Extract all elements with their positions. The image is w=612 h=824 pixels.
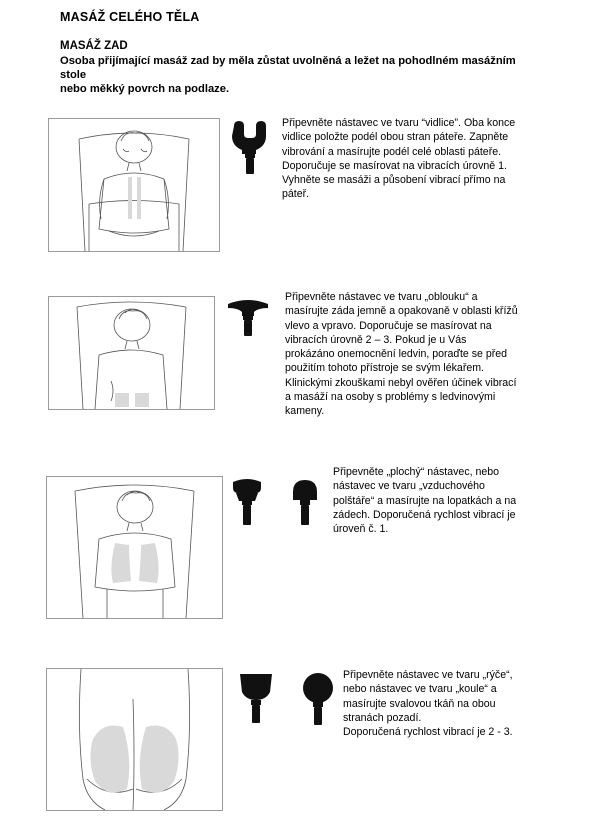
text-line: kameny. bbox=[285, 405, 325, 418]
arc-attachment-icon bbox=[226, 298, 270, 338]
text-line: nástavec ve tvaru „vzduchového bbox=[333, 480, 485, 493]
text-line: stranách pozadí. bbox=[343, 711, 422, 724]
text-line: použitím tohoto přístroje se svým lékařem. bbox=[285, 362, 485, 375]
text-line: polštáře“ a masírujte na lopatkách a na bbox=[333, 494, 517, 507]
text-line: a masáží na osoby s problémy s ledvinovými bbox=[285, 391, 496, 404]
text-line: Vyhněte se masáži a působení vibrací přímo na bbox=[282, 174, 506, 187]
text-line: nebo nástavec ve tvaru „koule“ a bbox=[343, 683, 497, 696]
lower-back-massage-illustration bbox=[48, 296, 215, 410]
text-line: Připevněte nástavec ve tvaru „oblouku“ a bbox=[285, 291, 478, 303]
intro-line: nebo měkký povrch na podlaze. bbox=[60, 83, 230, 95]
text-line: Připevněte nástavec ve tvaru “vidlice”. Oba konce bbox=[282, 117, 516, 129]
text-line: vlevo a vpravo. Doporučuje se masírovat na bbox=[285, 319, 492, 332]
text-line: Připevněte nástavec ve tvaru „rýče“, bbox=[343, 669, 513, 681]
text-line: úroveň č. 1. bbox=[333, 523, 389, 536]
text-line: zádech. Doporučená rychlost vibrací je bbox=[333, 508, 516, 521]
page-title: MASÁŽ CELÉHO TĚLA bbox=[60, 10, 200, 24]
step-description bbox=[285, 290, 518, 419]
text-line: masírujte záda jemně a opakovaně v oblasti křížů bbox=[285, 305, 518, 318]
intro-line: stole bbox=[60, 69, 87, 81]
spine-massage-illustration bbox=[48, 118, 220, 252]
text-line: masírujte svalovou tkáň na obou bbox=[343, 697, 496, 710]
text-line: Připevněte „plochý“ nástavec, nebo bbox=[333, 466, 500, 478]
intro-text bbox=[60, 54, 560, 96]
intro-line: Osoba přijímající masáž zad by měla zůstat uvolněná a ležet na pohodlném masážním bbox=[60, 55, 516, 67]
air-cushion-attachment-icon bbox=[288, 478, 322, 528]
text-line: vibracích úrovně 2 – 3. Pokud je u Vás bbox=[285, 333, 467, 346]
flat-attachment-icon bbox=[230, 478, 264, 528]
section-title: MASÁŽ ZAD bbox=[60, 40, 128, 52]
text-line: Klinickými zkouškami nebyl ověřen účinek vibrací bbox=[285, 376, 517, 389]
text-line: prokázáno onemocnění ledvin, poraďte se před bbox=[285, 348, 508, 361]
fork-attachment-icon bbox=[230, 120, 270, 176]
step-description bbox=[282, 116, 515, 202]
step-description bbox=[343, 668, 513, 739]
text-line: páteř. bbox=[282, 188, 310, 201]
buttocks-massage-illustration bbox=[46, 668, 223, 811]
text-line: vibrování a masírujte podél celé oblasti páteře. bbox=[282, 145, 502, 158]
shovel-attachment-icon bbox=[236, 670, 276, 726]
ball-attachment-icon bbox=[298, 672, 338, 728]
text-line: vidlice položte podél obou stran páteře. Zapněte bbox=[282, 131, 509, 144]
text-line: Doporučená rychlost vibrací je 2 - 3. bbox=[343, 726, 513, 739]
shoulder-blade-massage-illustration bbox=[46, 476, 223, 619]
step-description bbox=[333, 465, 516, 536]
text-line: Doporučuje se masírovat na vibracích úrovně 1. bbox=[282, 159, 507, 172]
